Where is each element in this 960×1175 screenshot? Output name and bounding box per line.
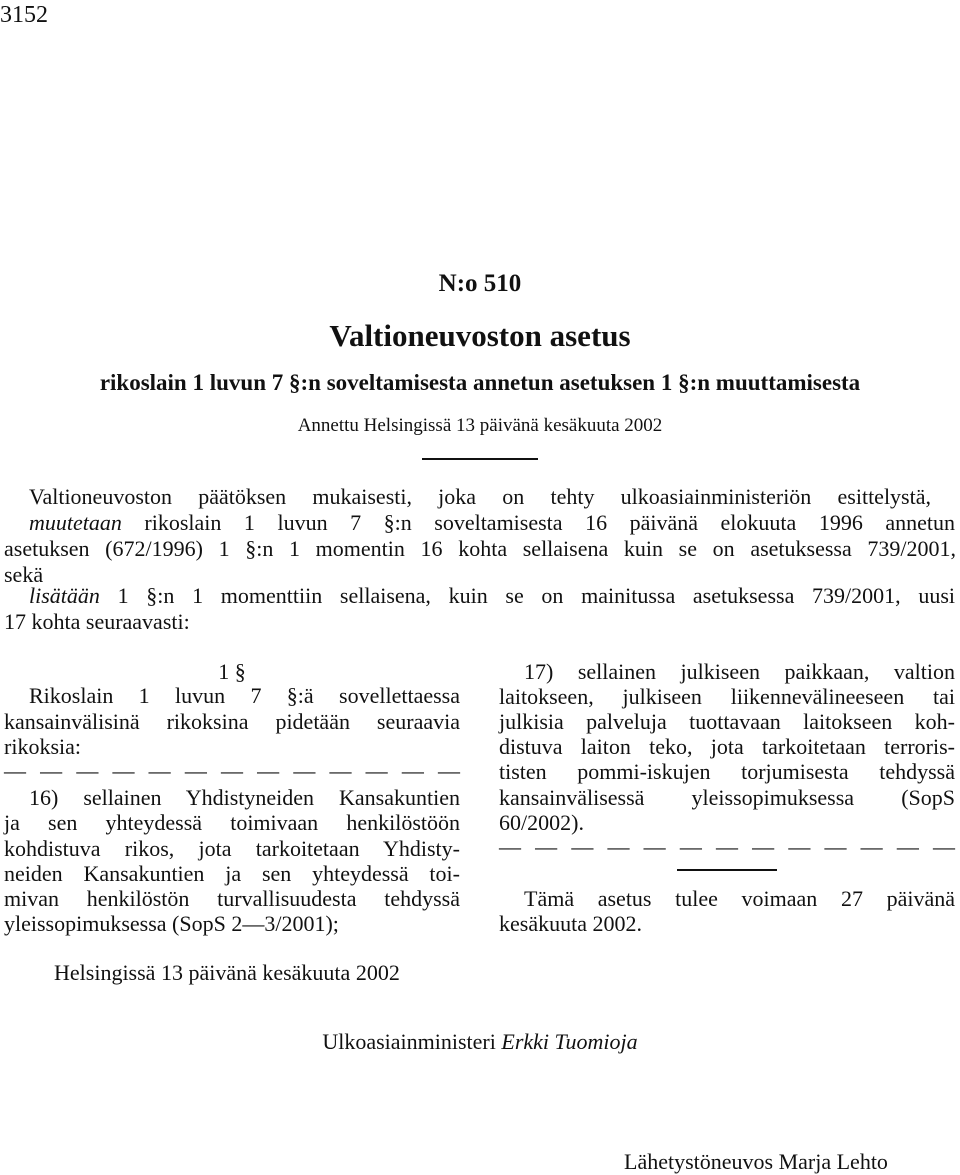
preamble-line-3: asetuksen (672/1996) 1 §:n 1 momentin 16 kohta sellaisena kuin se on asetuksessa 739/2001,: [4, 536, 956, 561]
preamble-line-1: Valtioneuvoston päätöksen mukaisesti, joka on tehty ulkoasiainministeriön esittelystä,: [29, 484, 931, 509]
minister-role: Ulkoasiainministeri: [322, 1029, 496, 1054]
document-title: Valtioneuvoston asetus: [329, 318, 631, 353]
item-16-line-3: kohdistuva rikos, jota tarkoitetaan Yhdisty-: [4, 836, 460, 861]
preamble-line-2: [29, 510, 955, 536]
section-intro-line-2: kansainvälisinä rikoksina pidetään seuraavia: [4, 709, 460, 734]
section-heading: 1 §: [218, 659, 246, 684]
item-17-line-3: julkisia palveluja tuottavaan laitokseen koh-: [499, 709, 955, 734]
statute-number: N:o 510: [438, 270, 522, 297]
item-16-line-5: mivan henkilöstön turvallisuudesta tehdyssä: [4, 886, 460, 911]
page-number: 3152: [0, 2, 48, 28]
item-17-line-4: distuva laiton teko, jota tarkoitetaan terroris-: [499, 734, 955, 759]
item-17-line-5: tisten pommi-iskujen torjumisesta tehdyssä: [499, 759, 955, 784]
section-intro-line-3: rikoksia:: [4, 734, 81, 759]
item-17-line-1: 17) sellainen julkiseen paikkaan, valtion: [524, 659, 955, 684]
given-date: Annettu Helsingissä 13 päivänä kesäkuuta 2002: [297, 415, 663, 436]
preamble-line-2-text: rikoslain 1 luvun 7 §:n soveltamisesta 16 päivänä elokuuta 1996 annetun: [121, 510, 955, 535]
item-16-line-2: ja sen yhteydessä toimivaan henkilöstöön: [4, 810, 460, 835]
section-end-rule: [677, 869, 777, 871]
preamble-line-5-text: 1 §:n 1 momenttiin sellaisena, kuin se on mainitussa asetuksessa 739/2001, uusi: [99, 583, 955, 608]
omission-dashes-left: — — — — — — — — — — — — —: [4, 758, 460, 783]
countersignature: Lähetystöneuvos Marja Lehto: [624, 1149, 888, 1174]
minister-signature: [0, 1029, 960, 1055]
preamble-add-word: lisätään: [29, 583, 100, 608]
preamble-amend-word: muutetaan: [29, 510, 122, 535]
preamble-line-4: sekä: [4, 562, 44, 587]
minister-name: Erkki Tuomioja: [501, 1029, 638, 1054]
place-and-date: Helsingissä 13 päivänä kesäkuuta 2002: [54, 960, 400, 985]
item-16-line-6: yleissopimuksessa (SopS 2—3/2001);: [4, 911, 339, 936]
omission-dashes-right: — — — — — — — — — — — — —: [499, 834, 955, 859]
item-17-line-6: kansainvälisessä yleissopimuksessa (SopS: [499, 785, 955, 810]
item-17-line-7: 60/2002).: [499, 810, 584, 835]
item-16-line-4: neiden Kansakuntien ja sen yhteydessä toi-: [4, 861, 460, 886]
entry-into-force-line-2: kesäkuuta 2002.: [499, 911, 642, 936]
item-16-line-1: 16) sellainen Yhdistyneiden Kansakuntien: [29, 785, 460, 810]
document-subtitle: rikoslain 1 luvun 7 §:n soveltamisesta annetun asetuksen 1 §:n muuttamisesta: [99, 370, 861, 395]
item-17-line-2: laitokseen, julkiseen liikennevälineeseen tai: [499, 684, 955, 709]
preamble-line-6: 17 kohta seuraavasti:: [4, 609, 190, 634]
entry-into-force-line-1: Tämä asetus tulee voimaan 27 päivänä: [524, 886, 955, 911]
preamble-line-5: [29, 583, 955, 609]
title-rule: [422, 458, 538, 460]
section-intro-line-1: Rikoslain 1 luvun 7 §:ä sovellettaessa: [29, 683, 460, 708]
